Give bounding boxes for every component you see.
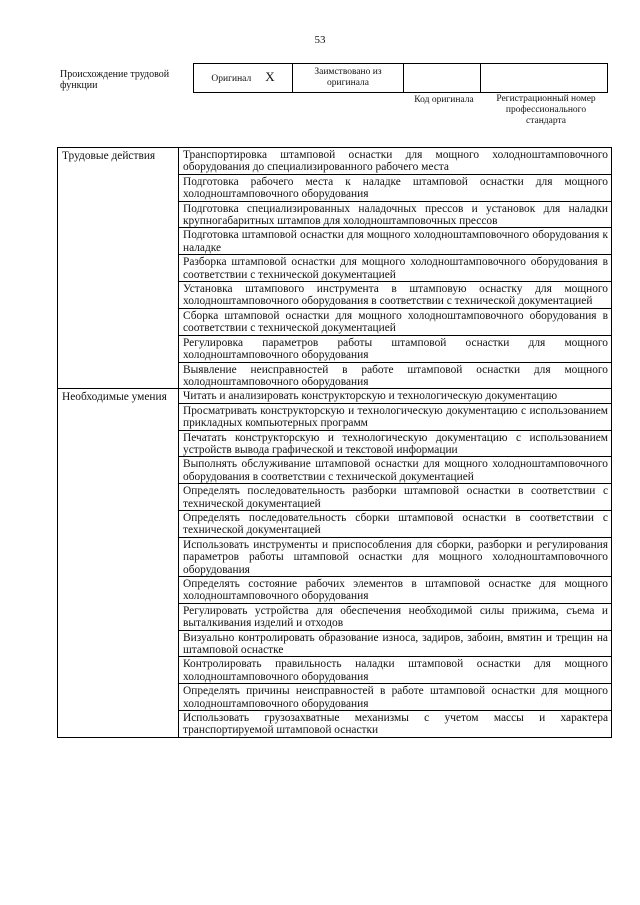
- reg-number-cell: [481, 64, 608, 93]
- required-skills-heading: Необходимые умения: [58, 389, 179, 738]
- labor-actions-item: Подготовка штамповой оснастки для мощного холодноштамповочного оборудования к наладке: [179, 228, 612, 255]
- required-skills-item: Определять причины неисправностей в работе штамповой оснастки для мощного холодноштамповочного оборудования: [179, 684, 612, 711]
- code-caption: Код оригинала: [414, 95, 474, 105]
- table-row: [58, 148, 612, 175]
- labor-actions-item: Разборка штамповой оснастки для мощного холодноштамповочного оборудования в соответствии с технической документацией: [179, 255, 612, 282]
- labor-actions-heading: Трудовые действия: [58, 148, 179, 389]
- required-skills-item: Контролировать правильность наладки штамповой оснастки для мощного холодноштамповочного оборудования: [179, 657, 612, 684]
- labor-actions-item: Выявление неисправностей в работе штамповой оснастки для мощного холодноштамповочного оборудования: [179, 362, 612, 389]
- page-number: 53: [314, 34, 326, 46]
- required-skills-item: Определять последовательность сборки штамповой оснастки в соответствии с технической документацией: [179, 510, 612, 537]
- required-skills-item: Печатать конструкторскую и технологическую документацию с использованием устройств вывода графической и текстовой информации: [179, 430, 612, 457]
- origin-label: Происхождение трудовой функции: [60, 69, 170, 91]
- labor-actions-item: Транспортировка штамповой оснастки для мощного холодноштамповочного оборудования до специализированного рабочего места: [179, 148, 612, 175]
- required-skills-item: Использовать грузозахватные механизмы с учетом массы и характера транспортируемой штамповой оснастки: [179, 711, 612, 738]
- labor-actions-item: Сборка штамповой оснастки для мощного холодноштамповочного оборудования в соответствии с технической документацией: [179, 308, 612, 335]
- borrowed-cell: Заимствовано из оригинала: [293, 64, 404, 93]
- required-skills-item: Использовать инструменты и приспособления для сборки, разборки и регулирования параметров работы штамповой оснастки для мощного холодноштамповочного оборудования: [179, 537, 612, 576]
- labor-actions-item: Подготовка специализированных наладочных прессов и установок для наладки крупногабаритных штампов для холодноштамповочных прессов: [179, 201, 612, 228]
- origin-table: [193, 63, 608, 93]
- required-skills-item: Просматривать конструкторскую и технологическую документацию с использованием прикладных компьютерных программ: [179, 403, 612, 430]
- original-mark: X: [265, 69, 275, 84]
- required-skills-item: Визуально контролировать образование износа, задиров, забоин, вмятин и трещин на штамповой оснастке: [179, 630, 612, 657]
- labor-actions-item: Подготовка рабочего места к наладке штамповой оснастки для мощного холодноштамповочного оборудования: [179, 174, 612, 201]
- required-skills-item: Определять состояние рабочих элементов в штамповой оснастке для мощного холодноштамповочного оборудования: [179, 577, 612, 604]
- required-skills-item: Определять последовательность разборки штамповой оснастки в соответствии с технической документацией: [179, 484, 612, 511]
- functions-table: [57, 147, 612, 738]
- required-skills-item: Выполнять обслуживание штамповой оснастки для мощного холодноштамповочного оборудования в соответствии с технической документацией: [179, 457, 612, 484]
- labor-actions-item: Установка штампового инструмента в штамповую оснастку для мощного холодноштамповочного оборудования в соответствии с технической документацией: [179, 282, 612, 309]
- original-cell: [194, 64, 293, 93]
- labor-actions-item: Регулировка параметров работы штамповой оснастки для мощного холодноштамповочного оборудования: [179, 335, 612, 362]
- original-label: Оригинал: [211, 74, 252, 84]
- reg-number-caption: Регистрационный номер профессионального стандарта: [496, 94, 596, 126]
- required-skills-item: Регулировать устройства для обеспечения необходимой силы прижима, съема и выталкивания изделий и отходов: [179, 603, 612, 630]
- table-row: [58, 389, 612, 403]
- code-cell: [404, 64, 481, 93]
- required-skills-item: Читать и анализировать конструкторскую и технологическую документацию: [179, 389, 612, 403]
